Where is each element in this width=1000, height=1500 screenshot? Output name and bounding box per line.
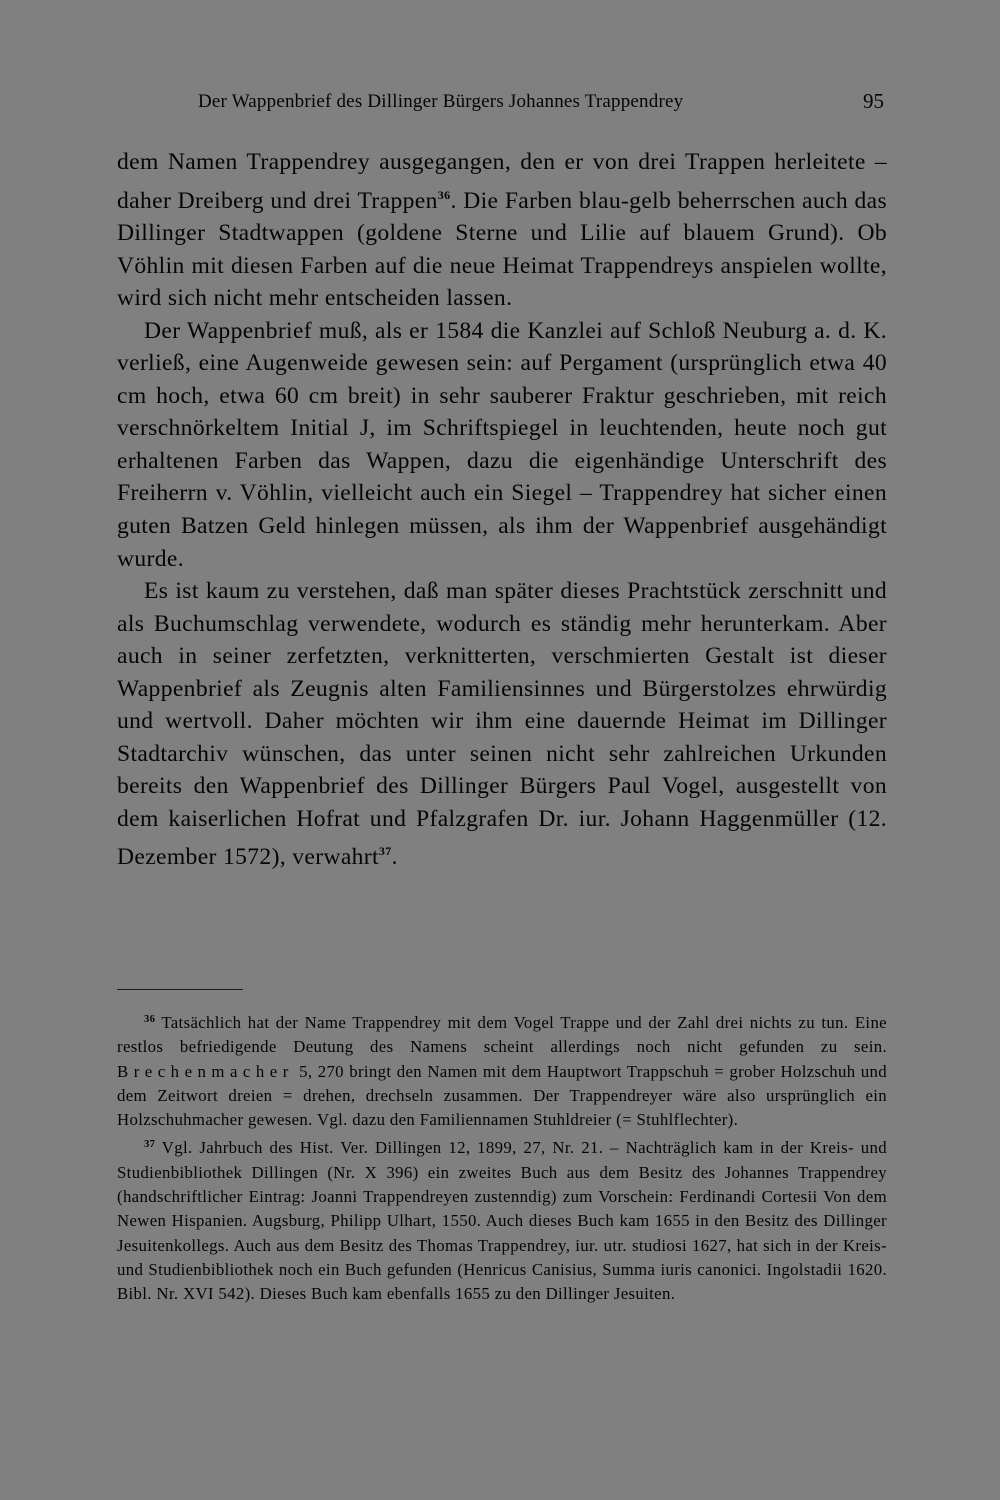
footnote-reference: 36 [437,187,451,202]
author-name: Brechenmacher [117,1061,294,1081]
footnote-36 [117,1008,887,1132]
paragraph: Der Wappenbrief muß, als er 1584 die Kanzlei auf Schloß Neuburg a. d. K. verließ, eine Augenweide gewesen sein: auf Pergament (ursprünglich etwa 40 cm hoch, etwa 60 cm breit) in sehr sauberer Fraktur geschrieben, mit reich verschnörkeltem Initial J, im Schriftspiegel in leuchtenden, heute noch gut erhaltenen Farben das Wappen, dazu die eigenhändige Unterschrift des Freiherrn v. Vöhlin, vielleicht auch ein Siegel – Trappendrey hat sicher einen guten Batzen Geld hinlegen müssen, als ihm der Wappenbrief ausgehändigt wurde. [117,317,887,572]
footnote-separator [117,989,243,990]
footnote-text: 5, 270 bringt den Namen mit dem Hauptwort Trappschuh = grober Holzschuh und dem Zeitwort dreien = drehen, drechseln zusammen. Der Trappendreyer wäre also ursprünglich ein Holzschuhmacher gewesen. Vgl. dazu den Familiennamen Stuhldreier (= Stuhlflechter). [117,1061,887,1130]
running-head: Der Wappenbrief des Dillinger Bürgers Johannes Trappendrey [198,91,684,112]
footnote-text: Vgl. Jahrbuch des Hist. Ver. Dillingen 12, 1899, 27, Nr. 21. – Nachträglich kam in der Kreis- und Studienbibliothek Dillingen (Nr. X 396) ein zweites Buch aus dem Besitz des Johannes Trappendrey (handschriftlicher Eintrag: Joanni Trappendreyen zustenndig) zum Vorschein: Ferdinandi Cortesii Von dem Newen Hispanien. Augsburg, Philipp Ulhart, 1550. Auch dieses Buch kam 1655 in den Besitz des Dillinger Jesuitenkollegs. Auch aus dem Besitz des Thomas Trappendrey, iur. utr. studiosi 1627, hat sich in der Kreis- und Studienbibliothek noch ein Buch gefunden (Henricus Canisius, Summa iuris canonici. Ingolstadii 1620. Bibl. Nr. XVI 542). Dieses Buch kam ebenfalls 1655 zu den Dillinger Jesuiten. [117,1138,887,1304]
paragraph-text: . Die Farben blau-gelb beherrschen auch das Dillinger Stadtwappen (goldene Sterne und Lilie auf blauem Grund). Ob Vöhlin mit diesen Farben auf die neue Heimat Trappendreys anspielen wollte, wird sich nicht mehr entscheiden lassen. [117,187,887,312]
footnote-number: 36 [144,1014,156,1025]
footnote-37 [117,1133,887,1306]
paragraph-text: Es ist kaum zu verstehen, daß man später dieses Prachtstück zerschnitt und als Buchumschlag verwendete, wodurch es ständig mehr herunterkam. Aber auch in seiner zerfetzten, verknitterten, verschmierten Gestalt ist dieser Wappenbrief als Zeugnis alten Familiensinnes und Bürgerstolzes ehrwürdig und wertvoll. Daher möchten wir ihm eine dauernde Heimat im Dillinger Stadtarchiv wünschen, das unter seinen nicht sehr zahlreichen Urkunden bereits den Wappenbrief des Dillinger Bürgers Paul Vogel, ausgestellt von dem kaiserlichen Hofrat und Pfalzgrafen Dr. iur. Johann Haggenmüller (12. Dezember 1572), verwahrt [117,578,887,871]
paragraph [117,146,887,315]
footnotes [117,1008,887,1307]
paragraph-text: . [391,844,398,871]
paragraph [117,575,887,874]
footnote-reference: 37 [378,844,392,859]
footnote-text: Tatsächlich hat der Name Trappendrey mit dem Vogel Trappe und der Zahl drei nichts zu tun. Eine restlos befriedigende Deutung des Namens scheint allerdings noch nicht gefunden zu sein. [117,1013,887,1057]
page-header [198,91,888,121]
paragraph-text: dem Namen Trappendrey ausgegangen, den er von drei Trappen herleitete – daher Dreiberg und drei Trappen [117,149,887,214]
footnote-number: 37 [144,1139,156,1151]
page-number: 95 [863,89,884,113]
main-text [117,146,887,874]
